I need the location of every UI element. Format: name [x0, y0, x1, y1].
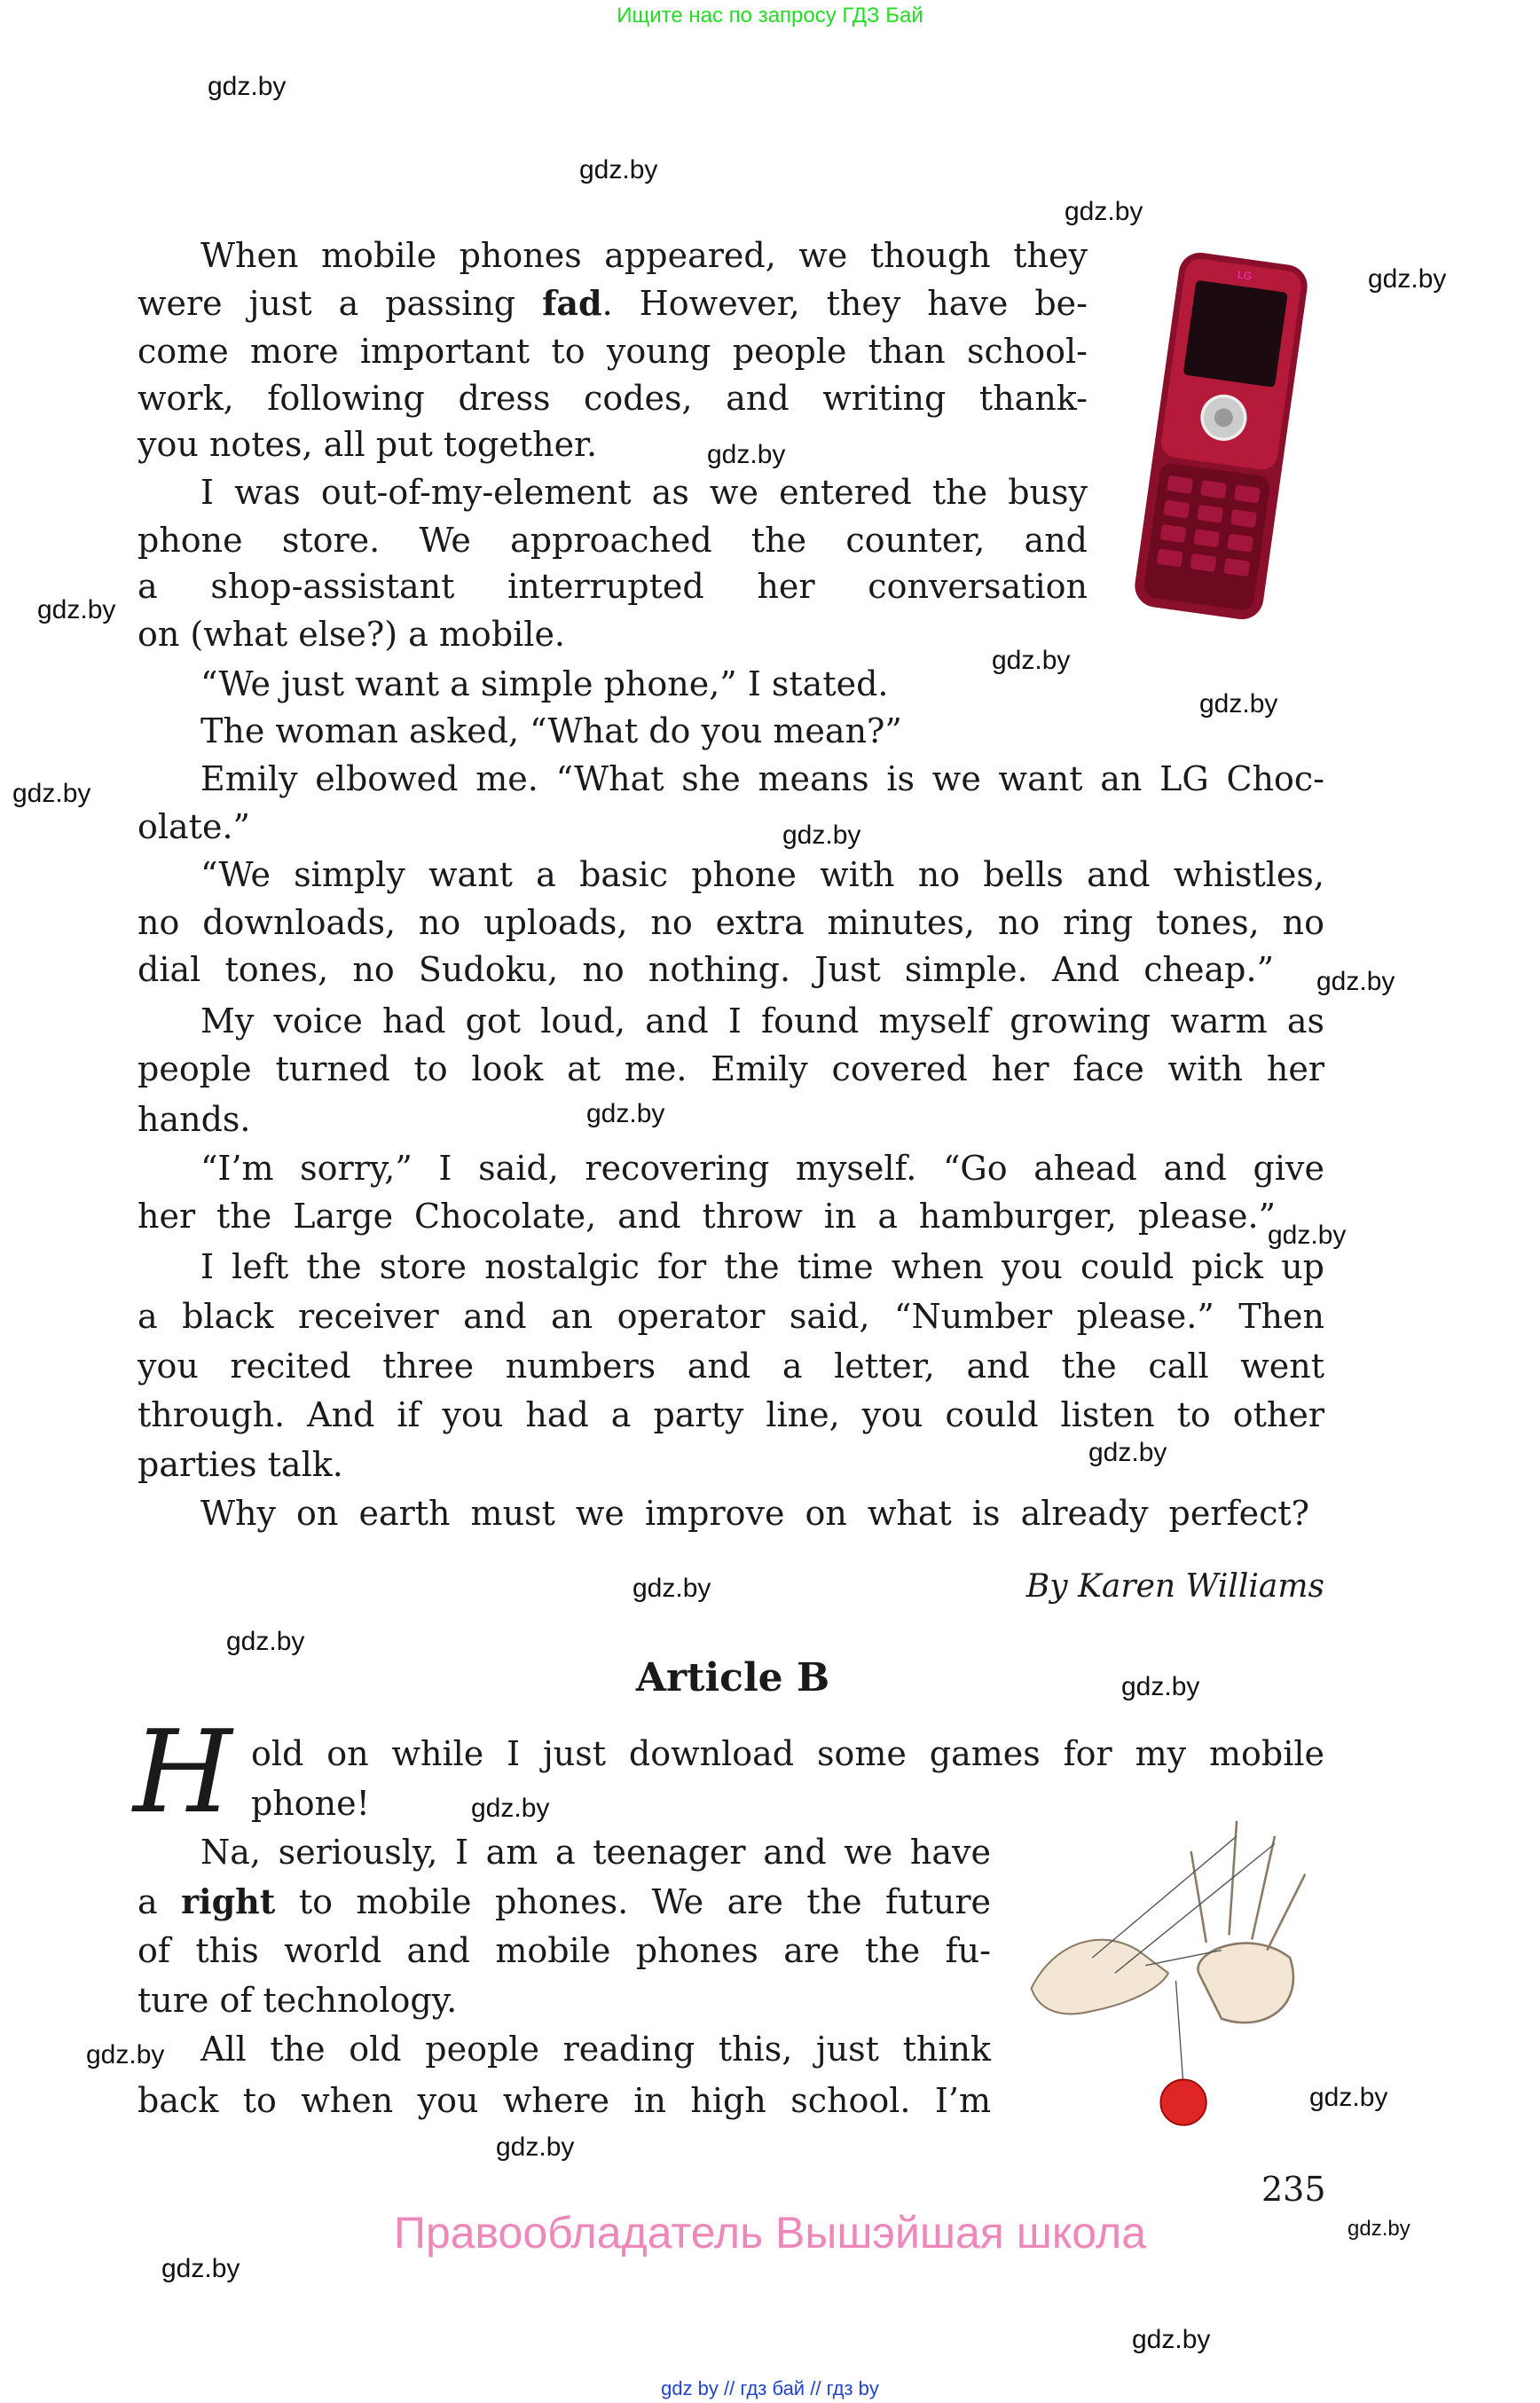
- text-line: [138, 562, 1088, 610]
- text-segment: Why on earth must we improve on what is already perfect?: [200, 1494, 1309, 1533]
- text-segment: parties talk.: [138, 1445, 343, 1484]
- text-line: [200, 660, 889, 708]
- text-segment: her the Large Chocolate, and throw in a hamburger, please.”: [138, 1197, 1276, 1236]
- gdz-watermark: gdz.by: [1121, 1672, 1200, 1701]
- text-segment: All the old people reading this, just think: [200, 2030, 991, 2069]
- text-line: [200, 755, 1324, 803]
- gdz-watermark: gdz.by: [208, 72, 287, 101]
- gdz-watermark: gdz.by: [1199, 689, 1278, 719]
- text-line: [138, 1095, 251, 1143]
- footer-link-gdz-by[interactable]: gdz by: [661, 2377, 719, 2399]
- bold-term: fad: [542, 283, 602, 323]
- gdz-watermark: gdz.by: [1132, 2325, 1211, 2354]
- text-line: [138, 1045, 1324, 1093]
- drop-cap: H: [133, 1707, 232, 1839]
- text-segment: a black receiver and an operator said, “Number please.” Then: [138, 1297, 1324, 1336]
- gdz-watermark: gdz.by: [471, 1794, 550, 1823]
- text-line: [138, 1342, 1324, 1390]
- copyright-notice: Правообладатель Вышэйшая школа: [394, 2208, 1146, 2258]
- text-segment: back to when you where in high school. I’m: [138, 2081, 991, 2120]
- text-segment: “We just want a simple phone,” I stated.: [200, 664, 889, 703]
- text-line: [251, 1779, 370, 1827]
- text-segment: a shop-assistant interrupted her conversation: [138, 567, 1088, 606]
- gdz-watermark: gdz.by: [12, 779, 91, 808]
- text-line: [138, 327, 1088, 375]
- text-segment: Emily elbowed me. “What she means is we want an LG Choc-: [200, 759, 1324, 798]
- text-line: [200, 468, 1088, 516]
- text-line: [138, 946, 1274, 993]
- footer-link-gdz-by-2[interactable]: гдз by: [826, 2377, 879, 2399]
- gdz-watermark: gdz.by: [579, 155, 658, 185]
- gdz-watermark: gdz.by: [1268, 1221, 1347, 1250]
- gdz-watermark: gdz.by: [992, 646, 1071, 675]
- text-line: [138, 803, 250, 851]
- text-segment: of this world and mobile phones are the fu-: [138, 1931, 991, 1970]
- text-segment: a: [138, 1882, 182, 1921]
- text-line: [138, 1192, 1276, 1240]
- gdz-watermark: gdz.by: [1316, 967, 1395, 996]
- text-segment: work, following dress codes, and writing thank-: [138, 379, 1088, 418]
- gdz-watermark: gdz.by: [632, 1574, 711, 1603]
- text-line: [138, 279, 1088, 327]
- text-line: [200, 707, 902, 755]
- hands-string-yoyo-image: [1024, 1805, 1328, 2133]
- text-line: [138, 2077, 991, 2124]
- footer-links: [0, 2377, 1540, 2400]
- text-line: [138, 1441, 343, 1488]
- gdz-watermark: gdz.by: [1309, 2083, 1388, 2112]
- text-segment: on (what else?) a mobile.: [138, 615, 566, 654]
- text-segment: When mobile phones appeared, we though they: [200, 236, 1088, 275]
- text-segment: to mobile phones. We are the future: [275, 1882, 991, 1921]
- text-line: [138, 899, 1324, 946]
- search-hint: Ищите нас по запросу ГДЗ Бай: [617, 4, 923, 27]
- gdz-watermark: gdz.by: [1088, 1438, 1167, 1467]
- text-segment: dial tones, no Sudoku, no nothing. Just simple. And cheap.”: [138, 950, 1274, 989]
- article-b-heading: Article B: [635, 1655, 830, 1700]
- text-line: [200, 851, 1324, 899]
- text-segment: you notes, all put together.: [138, 425, 598, 464]
- byline: By Karen Williams: [1025, 1568, 1324, 1605]
- text-segment: The woman asked, “What do you mean?”: [200, 711, 902, 750]
- text-line: [138, 516, 1088, 564]
- gdz-watermark: gdz.by: [1065, 197, 1143, 226]
- text-segment: ture of technology.: [138, 1981, 458, 2020]
- text-segment: come more important to young people than school-: [138, 332, 1088, 371]
- text-segment: My voice had got loud, and I found myself growing warm as: [200, 1001, 1324, 1041]
- text-line: [138, 374, 1088, 422]
- text-segment: you recited three numbers and a letter, and the call went: [138, 1347, 1324, 1386]
- gdz-watermark: gdz.by: [37, 595, 116, 624]
- text-segment: hands.: [138, 1100, 251, 1139]
- text-segment: no downloads, no uploads, no extra minutes, no ring tones, no: [138, 903, 1324, 942]
- text-segment: I was out-of-my-element as we entered the busy: [200, 473, 1088, 512]
- page-number: 235: [1261, 2170, 1326, 2209]
- text-line: [251, 1730, 1324, 1778]
- mobile-phone-image: [1128, 251, 1314, 621]
- text-segment: through. And if you had a party line, you could listen to other: [138, 1395, 1324, 1434]
- gdz-watermark: gdz.by: [782, 821, 861, 850]
- text-segment: . However, they have be-: [601, 284, 1088, 323]
- text-line: [200, 997, 1324, 1045]
- gdz-watermark: gdz.by: [707, 440, 786, 469]
- gdz-watermark: gdz.by: [226, 1627, 305, 1656]
- text-line: [200, 1489, 1309, 1537]
- text-segment: phone!: [251, 1784, 370, 1823]
- text-line: [138, 420, 597, 468]
- text-line: [138, 1292, 1324, 1340]
- text-line: [200, 232, 1088, 279]
- text-segment: people turned to look at me. Emily covered her face with her: [138, 1049, 1324, 1088]
- text-segment: old on while I just download some games for my mobile: [251, 1734, 1324, 1773]
- text-segment: olate.”: [138, 807, 250, 846]
- text-line: [138, 1976, 457, 2024]
- text-line: [138, 1391, 1324, 1439]
- text-segment: Na, seriously, I am a teenager and we have: [200, 1833, 991, 1872]
- svg-text:LG: LG: [1237, 268, 1253, 283]
- gdz-watermark: gdz.by: [161, 2254, 240, 2283]
- text-line: [200, 2025, 991, 2073]
- text-line: [200, 1828, 991, 1876]
- text-line: [200, 1243, 1324, 1291]
- gdz-watermark: gdz.by: [1348, 2217, 1410, 2241]
- text-segment: were just a passing: [138, 284, 543, 323]
- text-line: [138, 1927, 991, 1975]
- bold-term: right: [181, 1881, 276, 1921]
- text-segment: I left the store nostalgic for the time when you could pick up: [200, 1247, 1324, 1286]
- gdz-watermark: gdz.by: [586, 1099, 665, 1128]
- gdz-watermark: gdz.by: [496, 2132, 575, 2162]
- text-segment: phone store. We approached the counter, and: [138, 521, 1088, 560]
- gdz-watermark: gdz.by: [1368, 264, 1447, 294]
- text-line: [138, 1878, 991, 1926]
- separator: //: [810, 2377, 821, 2399]
- text-line: [138, 610, 565, 658]
- text-line: [200, 1144, 1324, 1192]
- footer-link-gdz-bai[interactable]: гдз бай: [740, 2377, 805, 2399]
- text-segment: “We simply want a basic phone with no bells and whistles,: [200, 855, 1324, 894]
- text-segment: “I’m sorry,” I said, recovering myself. “Go ahead and give: [200, 1149, 1324, 1188]
- separator: //: [724, 2377, 735, 2399]
- gdz-watermark: gdz.by: [86, 2040, 165, 2069]
